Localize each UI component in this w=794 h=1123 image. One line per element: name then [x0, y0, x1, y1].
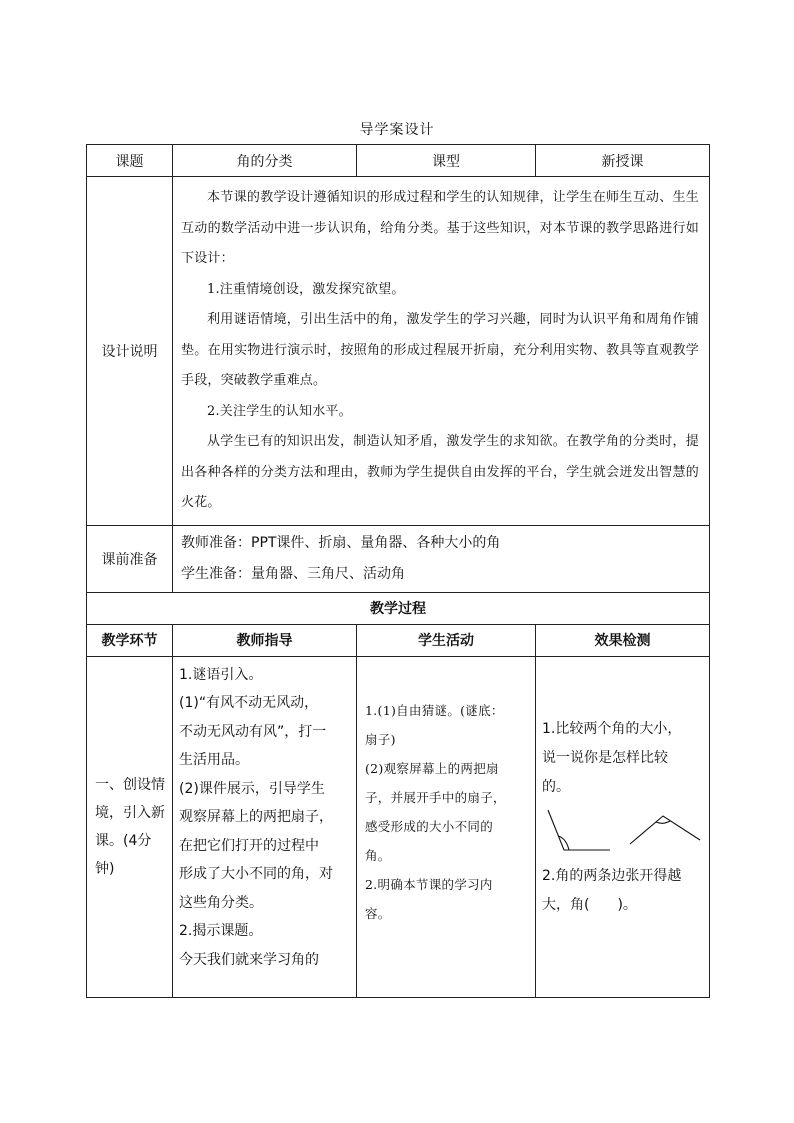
prep-label: 课前准备 — [87, 525, 173, 592]
process-title-row — [87, 592, 710, 624]
type-value: 新授课 — [536, 145, 710, 177]
design-paragraph: 本节课的教学设计遵循知识的形成过程和学生的认知规律，让学生在师生互动、生生互动的数学活动中进一步认识角，给角分类。基于这些知识，对本节课的教学思路进行如下设计： — [181, 190, 699, 266]
check-line: 说一说你是怎样比较 — [542, 749, 668, 766]
student-line: (2)观察屏幕上的两把扇 — [365, 760, 499, 776]
process-header-row — [87, 624, 710, 656]
student-line: 2.明确本节课的学习内 — [365, 876, 493, 892]
teacher-line: 不动无风动有风”，打一 — [179, 723, 327, 740]
col-teacher: 教师指导 — [173, 624, 357, 656]
student-line: 扇子) — [365, 731, 396, 747]
teacher-line: 这些角分类。 — [179, 894, 263, 911]
teacher-prep: 教师准备：PPT课件、折扇、量角器、各种大小的角 — [181, 534, 501, 551]
process-title: 教学过程 — [87, 592, 710, 624]
topic-value: 角的分类 — [173, 145, 357, 177]
prep-row — [87, 525, 710, 592]
teacher-line: 2.揭示课题。 — [179, 923, 263, 939]
teacher-line: (2)课件展示，引导学生 — [179, 780, 325, 797]
design-description — [173, 177, 710, 526]
header-row — [87, 145, 710, 177]
col-student: 学生活动 — [357, 624, 536, 656]
design-paragraph: 从学生已有的知识出发，制造认知矛盾，激发学生的求知欲。在教学角的分类时，提出各种各样的分类方法和理由，教师为学生提供自由发挥的平台，学生就会迸发出智慧的火花。 — [181, 434, 699, 510]
col-stage: 教学环节 — [87, 624, 173, 656]
teacher-line: 形成了大小不同的角，对 — [179, 866, 333, 882]
angle-figure-right — [630, 816, 700, 844]
student-line: 感受形成的大小不同的 — [365, 818, 494, 834]
topic-label: 课题 — [87, 145, 173, 177]
prep-content — [173, 525, 710, 592]
check-line: 的。 — [542, 778, 570, 795]
teacher-line: 在把它们打开的过程中 — [179, 837, 319, 854]
student-line: 容。 — [365, 905, 391, 921]
two-angles-figure — [542, 806, 702, 856]
check-line: 大，角( )。 — [542, 896, 637, 913]
check-line: 1.比较两个角的大小， — [542, 720, 682, 737]
col-check: 效果检测 — [536, 624, 710, 656]
student-line: 1.(1)自由猜谜。(谜底： — [365, 702, 504, 718]
teacher-line: 生活用品。 — [179, 752, 249, 768]
check-line: 2.角的两条边张开得越 — [542, 867, 682, 884]
design-row — [87, 177, 710, 526]
angle-figure-left — [548, 810, 610, 850]
student-prep: 学生准备：量角器、三角尺、活动角 — [181, 565, 405, 582]
document-title: 导学案设计 — [359, 122, 435, 138]
design-label: 设计说明 — [87, 177, 173, 526]
student-line: 子，并展开手中的扇子， — [365, 789, 506, 805]
lesson-plan-table — [86, 144, 710, 998]
teacher-line: 今天我们就来学习角的 — [179, 951, 319, 968]
process-row — [87, 656, 710, 997]
student-line: 角。 — [365, 847, 391, 863]
design-paragraph: 2.关注学生的认知水平。 — [207, 403, 352, 419]
student-activity-cell — [357, 656, 536, 997]
stage-cell: 一、创设情境，引入新课。(4分钟) — [87, 656, 173, 997]
design-paragraph: 利用谜语情境，引出生活中的角，激发学生的学习兴趣，同时为认识平角和周角作铺垫。在用实物进行演示时，按照角的形成过程展开折扇，充分利用实物、教具等直观教学手段，突破教学重难点。 — [181, 312, 699, 388]
teacher-guide-cell — [173, 656, 357, 997]
check-cell — [536, 656, 710, 997]
teacher-line: 观察屏幕上的两把扇子， — [179, 809, 333, 825]
teacher-line: 1.谜语引入。 — [179, 666, 263, 683]
design-paragraph: 1.注重情境创设，激发探究欲望。 — [207, 281, 405, 297]
type-label: 课型 — [357, 145, 536, 177]
teacher-line: (1)“有风不动无风动， — [179, 695, 319, 711]
